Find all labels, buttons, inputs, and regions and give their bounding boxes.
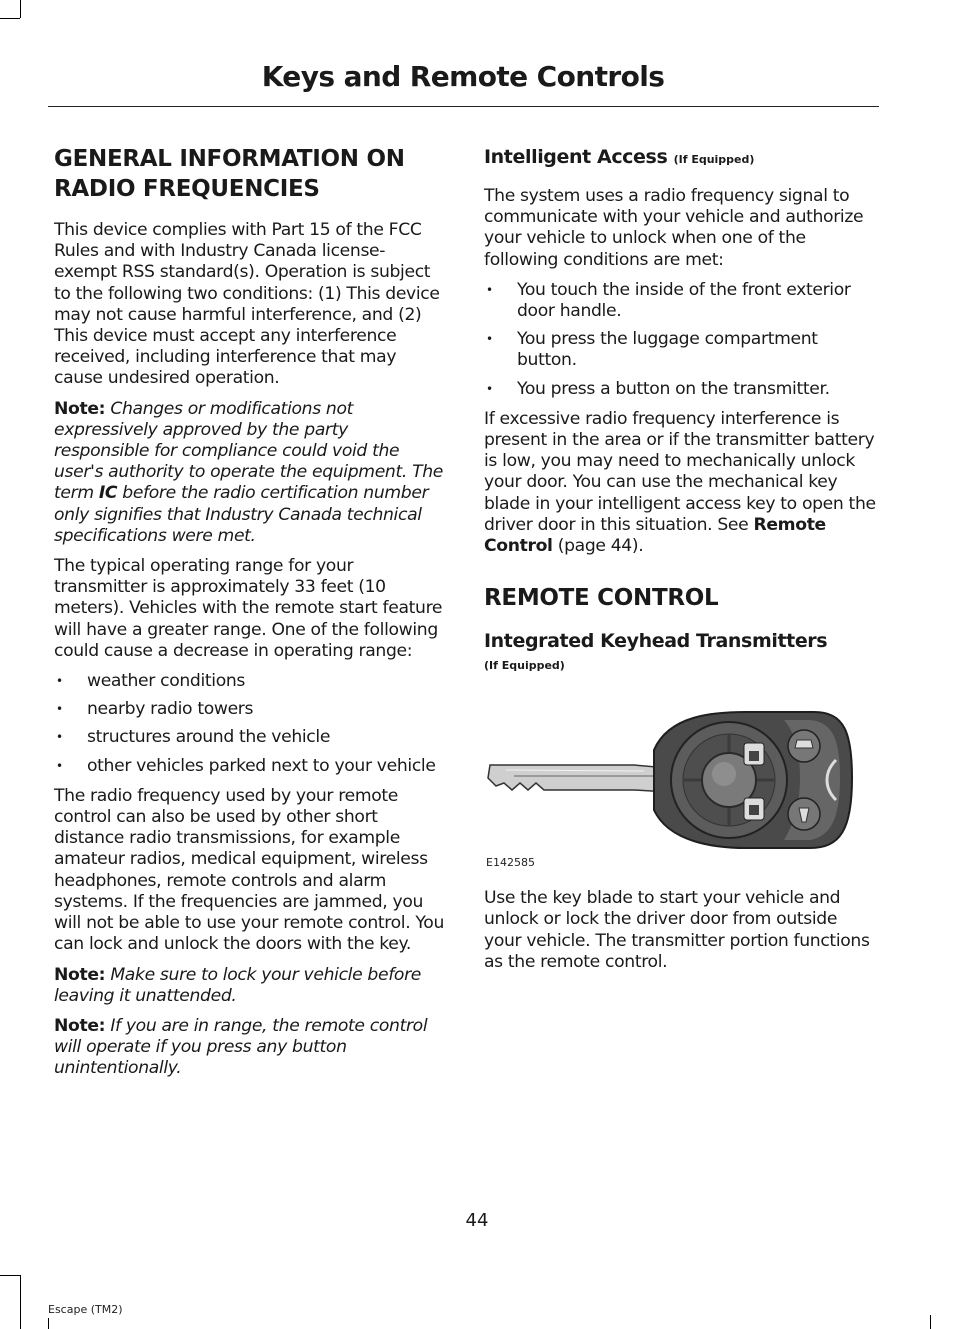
list-item: • weather conditions xyxy=(54,671,446,692)
list-item: • other vehicles parked next to your vehicle xyxy=(54,756,446,777)
footer-model-label: Escape (TM2) xyxy=(48,1303,123,1316)
list-item: • structures around the vehicle xyxy=(54,727,446,748)
note-changes xyxy=(54,399,446,547)
list-item: • You touch the inside of the front exterior door handle. xyxy=(484,280,876,322)
keyhead-transmitters-heading: Integrated Keyhead Transmitters xyxy=(484,630,828,653)
page-number: 44 xyxy=(465,1210,489,1231)
if-equipped-tag: (If Equipped) xyxy=(673,153,755,166)
list-item: • You press a button on the transmitter. xyxy=(484,379,876,400)
compliance-paragraph: This device complies with Part 15 of the FCC Rules and with Industry Canada license-exempt RSS standard(s). Operation is subject to the following two conditions: (1) This device may not cause harmful interference, and (2) This device must accept any interference received, including interference that may cause undesired operation. xyxy=(54,220,440,389)
key-illustration xyxy=(484,710,876,855)
crop-mark xyxy=(0,1275,20,1276)
figure-code: E142585 xyxy=(486,856,535,870)
note-label: Note: xyxy=(54,1015,106,1036)
note-label: Note: xyxy=(54,964,106,985)
note-text: Changes or modifications not expressively approved by the party responsible for compliance could void the user's authority to operate the equipment. The term xyxy=(54,398,443,504)
intelligent-access-paragraph: The system uses a radio frequency signal to communicate with your vehicle and authorize your vehicle to unlock when one of the following conditions are met: xyxy=(484,186,864,270)
unlock-conditions-list xyxy=(484,280,876,400)
note-term: IC xyxy=(98,483,118,504)
cross-reference-link[interactable]: Remote Control xyxy=(484,514,826,557)
paragraph-text: If excessive radio frequency interference is present in the area or if the transmitter battery is low, you may need to mechanically unlock your door. You can use the mechanical key blade in your intelligent access key to open the driver door in this situation. See xyxy=(484,408,876,535)
list-item: • You press the luggage compartment button. xyxy=(484,329,876,371)
crop-mark xyxy=(0,18,20,19)
left-column xyxy=(54,144,446,1089)
title-divider xyxy=(48,106,879,107)
heading-text: Intelligent Access xyxy=(484,146,668,168)
keyhead-paragraph: Use the key blade to start your vehicle and unlock or lock the driver door from outside your vehicle. The transmitter portion functions as the remote control. xyxy=(484,888,870,972)
heading-line: RADIO FREQUENCIES xyxy=(54,176,320,202)
crop-mark xyxy=(20,0,21,18)
note-text: Make sure to lock your vehicle before leaving it unattended. xyxy=(54,964,422,1006)
note-text: If you are in range, the remote control will operate if you press any button unintentionally. xyxy=(54,1015,428,1079)
keyhead-transmitter-figure xyxy=(484,710,876,874)
heading-line: GENERAL INFORMATION ON xyxy=(54,146,405,172)
note-text: before the radio certification number only signifies that Industry Canada technical specifications were met. xyxy=(54,483,429,546)
if-equipped-tag: (If Equipped) xyxy=(484,659,565,673)
range-factor-list xyxy=(54,671,446,777)
intelligent-access-heading xyxy=(484,143,876,174)
right-column xyxy=(484,144,876,982)
section-heading-radio xyxy=(54,144,446,204)
note-range xyxy=(54,1016,446,1080)
crop-mark xyxy=(48,1318,49,1329)
crop-mark xyxy=(20,1275,21,1329)
note-lock xyxy=(54,965,446,1007)
page-reference: (page 44). xyxy=(552,536,644,557)
crop-mark xyxy=(930,1315,931,1329)
list-item: • nearby radio towers xyxy=(54,699,446,720)
page-title: Keys and Remote Controls xyxy=(261,60,665,93)
section-heading-remote-control: REMOTE CONTROL xyxy=(484,585,719,612)
interference-paragraph xyxy=(484,409,876,557)
note-label: Note: xyxy=(54,398,106,419)
frequency-paragraph: The radio frequency used by your remote control can also be used by other short distance radio transmissions, for example amateur radios, medical equipment, wireless headphones, remote controls and alarm systems. If the frequencies are jammed, you will not be able to use your remote control. You can lock and unlock the doors with the key. xyxy=(54,785,444,955)
range-paragraph: The typical operating range for your transmitter is approximately 33 feet (10 meters). Vehicles with the remote start feature will have a greater range. One of the following could cause a decrease in operating range: xyxy=(54,556,443,661)
